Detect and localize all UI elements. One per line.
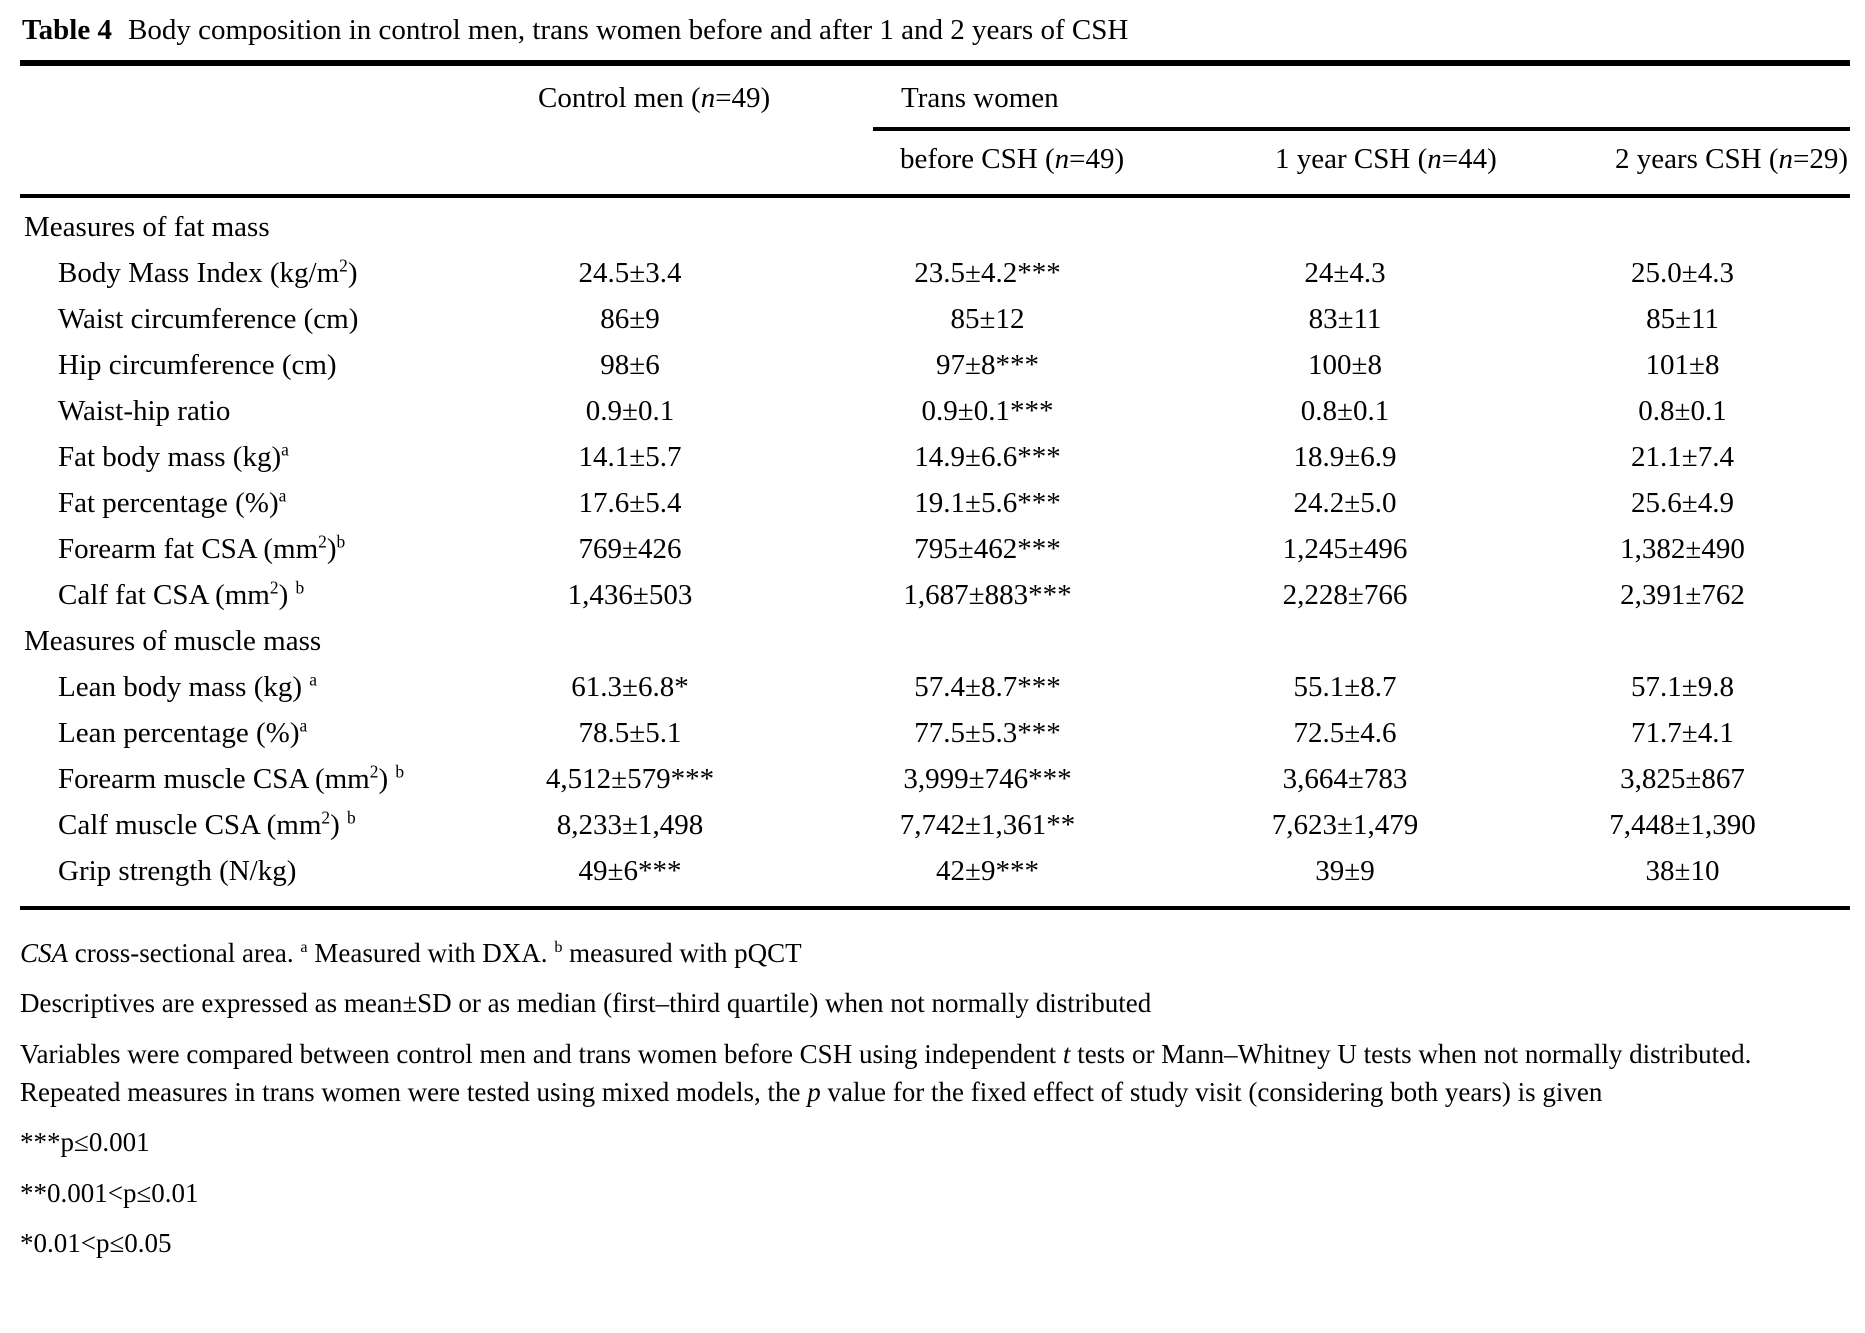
value-cell: 25.0±4.3 (1631, 257, 1734, 289)
data-row (20, 297, 1850, 343)
value-cell: 7,448±1,390 (1609, 809, 1756, 841)
row-label (20, 803, 460, 849)
value-cell: 39±9 (1315, 855, 1375, 887)
text-segment: value for the fixed effect of study visit (considering both years) is given (820, 1076, 1603, 1107)
value-cell: 795±462*** (914, 533, 1061, 565)
data-row (20, 481, 1850, 527)
superscript-marker: a (309, 669, 318, 690)
text-segment: ) (378, 763, 396, 795)
superscript-marker: a (299, 715, 308, 736)
italic-text: p (807, 1076, 821, 1107)
data-row (20, 711, 1850, 757)
table-title-text: Body composition in control men, trans women before and after 1 and 2 years of CSH (128, 14, 1129, 46)
value-cell: 1,687±883*** (903, 579, 1072, 611)
value-cell: 2,228±766 (1282, 579, 1408, 611)
value-cell: 19.1±5.6*** (914, 487, 1061, 519)
text-segment: Measures of muscle mass (24, 625, 322, 657)
text-segment: Control men ( (538, 82, 701, 114)
value-cell: 55.1±8.7 (1293, 671, 1397, 703)
superscript-marker: 2 (318, 531, 327, 552)
row-label (20, 849, 460, 908)
value-cell: 101±8 (1645, 349, 1720, 381)
value-cell: 25.6±4.9 (1631, 487, 1734, 519)
row-label (20, 389, 460, 435)
data-row (20, 527, 1850, 573)
text-segment: Forearm fat CSA (mm (58, 533, 319, 565)
italic-text: CSA (20, 938, 69, 968)
text-segment: ) (278, 579, 296, 611)
value-cell: 1,245±496 (1282, 533, 1408, 565)
value-cell: 2,391±762 (1620, 579, 1745, 611)
header-row-subcolumns (20, 131, 1850, 196)
value-cell: 17.6±5.4 (578, 487, 682, 519)
text-segment: **0.001<p≤0.01 (20, 1177, 199, 1208)
text-segment: Calf muscle CSA (mm (58, 809, 322, 841)
value-cell: 7,623±1,479 (1271, 809, 1419, 841)
row-label (20, 711, 460, 757)
text-segment: Measures of fat mass (24, 211, 270, 243)
value-cell: 49±6*** (578, 855, 682, 887)
value-cell: 24.5±3.4 (578, 257, 682, 289)
value-cell: 3,664±783 (1282, 763, 1408, 795)
value-cell: 78.5±5.1 (578, 717, 682, 749)
section-label (20, 619, 1850, 665)
value-cell: 0.8±0.1 (1300, 395, 1390, 427)
row-label (20, 435, 460, 481)
value-cell: 7,742±1,361** (899, 809, 1076, 841)
value-cell: 83±11 (1308, 303, 1382, 335)
header-row-groups (20, 63, 1850, 131)
value-cell: 1,436±503 (567, 579, 693, 611)
footnote (20, 1123, 1850, 1161)
text-segment: =49) (715, 82, 771, 114)
text-segment: =49) (1069, 143, 1125, 175)
value-cell: 98±6 (600, 349, 660, 381)
value-cell: 42±9*** (936, 855, 1039, 887)
text-segment: ) (347, 257, 358, 289)
value-cell: 14.1±5.7 (578, 441, 682, 473)
data-row (20, 573, 1850, 619)
text-segment: ) (330, 809, 348, 841)
text-segment: Forearm muscle CSA (mm (58, 763, 370, 795)
value-cell: 57.4±8.7*** (914, 671, 1061, 703)
data-row (20, 757, 1850, 803)
text-segment: before CSH ( (900, 143, 1055, 175)
row-label (20, 481, 460, 527)
section-row (20, 619, 1850, 665)
table-caption (22, 14, 1850, 47)
value-cell: 24.2±5.0 (1293, 487, 1397, 519)
section-row (20, 196, 1850, 251)
text-segment: 1 year CSH ( (1275, 143, 1428, 175)
row-label (20, 757, 460, 803)
data-row (20, 435, 1850, 481)
text-segment: Lean percentage (%) (58, 717, 300, 749)
data-row (20, 389, 1850, 435)
superscript-marker: b (295, 577, 305, 598)
table-number: Table 4 (22, 14, 112, 46)
empty-header-cell (20, 63, 460, 131)
value-cell: 0.8±0.1 (1638, 395, 1727, 427)
value-cell: 4,512±579*** (545, 763, 715, 795)
superscript-marker: 2 (369, 761, 379, 782)
footnote (20, 984, 1850, 1022)
superscript-marker: 2 (339, 255, 348, 276)
text-segment: =29) (1793, 143, 1849, 175)
value-cell: 61.3±6.8* (571, 671, 689, 703)
text-segment: Fat percentage (%) (58, 487, 279, 519)
table-body (20, 196, 1850, 908)
row-label (20, 527, 460, 573)
text-segment: Descriptives are expressed as mean±SD or as median (first–third quartile) when not normally distributed (20, 988, 1152, 1019)
text-segment: =44) (1441, 143, 1497, 175)
empty-header-cell (20, 131, 460, 196)
section-label (20, 196, 1850, 251)
value-cell: 1,382±490 (1620, 533, 1745, 565)
value-cell: 14.9±6.6*** (914, 441, 1061, 473)
text-segment: Body Mass Index (kg/m (58, 257, 340, 289)
column-group-trans-women (800, 63, 1850, 131)
value-cell: 38±10 (1645, 855, 1720, 887)
value-cell: 23.5±4.2*** (914, 257, 1061, 289)
text-segment: Waist circumference (cm) (58, 303, 359, 335)
data-row (20, 343, 1850, 389)
superscript-marker: a (281, 439, 289, 460)
text-segment: tests or Mann–Whitney U tests when not normally distributed. Repeated measures in trans women were tested using mixed models, the (20, 1038, 1752, 1107)
row-label (20, 343, 460, 389)
table-footnotes (20, 934, 1850, 1262)
value-cell: 3,999±746*** (903, 763, 1072, 795)
italic-text: n (1054, 143, 1070, 175)
text-segment: Grip strength (N/kg) (58, 855, 297, 887)
text-segment: *0.01<p≤0.05 (20, 1227, 172, 1258)
data-row (20, 849, 1850, 908)
column-header-1-year-csh (1175, 131, 1515, 196)
value-cell: 8,233±1,498 (556, 809, 704, 841)
value-cell: 85±12 (950, 303, 1025, 335)
value-cell: 77.5±5.3*** (914, 717, 1061, 749)
superscript-marker: 2 (321, 807, 331, 828)
empty-header-cell (460, 131, 800, 196)
column-header-2-years-csh (1515, 131, 1850, 196)
row-label (20, 297, 460, 343)
data-row (20, 665, 1850, 711)
value-cell: 72.5±4.6 (1293, 717, 1397, 749)
text-segment: 2 years CSH ( (1615, 143, 1779, 175)
text-segment: Waist-hip ratio (58, 395, 231, 427)
column-header-before-csh (800, 131, 1175, 196)
trans-women-label: Trans women (901, 82, 1059, 114)
superscript-marker: b (554, 938, 563, 956)
superscript-marker: b (336, 531, 346, 552)
value-cell: 0.9±0.1 (585, 395, 675, 427)
text-segment: measured with pQCT (562, 938, 802, 968)
text-segment: Hip circumference (cm) (58, 349, 337, 381)
text-segment: ***p≤0.001 (20, 1127, 150, 1158)
row-label (20, 573, 460, 619)
superscript-marker: b (347, 807, 356, 828)
italic-text: n (1427, 143, 1442, 175)
value-cell: 100±8 (1308, 349, 1382, 381)
value-cell: 71.7±4.1 (1631, 717, 1734, 749)
value-cell: 18.9±6.9 (1293, 441, 1397, 473)
superscript-marker: a (278, 485, 287, 506)
text-segment: cross-sectional area. (68, 938, 301, 968)
text-segment: Calf fat CSA (mm (58, 579, 270, 611)
footnote (20, 1224, 1850, 1262)
footnote (20, 1174, 1850, 1212)
superscript-marker: 2 (269, 577, 279, 598)
text-segment: Lean body mass (kg) (58, 671, 310, 703)
value-cell: 21.1±7.4 (1631, 441, 1734, 473)
value-cell: 24±4.3 (1304, 257, 1386, 289)
column-header-control-men (460, 63, 800, 131)
value-cell: 86±9 (600, 303, 660, 335)
superscript-marker: b (395, 761, 405, 782)
footnote (20, 1035, 1850, 1112)
value-cell: 57.1±9.8 (1631, 671, 1734, 703)
value-cell: 97±8*** (936, 349, 1039, 381)
italic-text: t (1062, 1038, 1071, 1069)
value-cell: 3,825±867 (1620, 763, 1745, 795)
data-row (20, 803, 1850, 849)
footnote (20, 934, 1850, 972)
value-cell: 85±11 (1646, 303, 1719, 335)
italic-text: n (1778, 143, 1794, 175)
row-label (20, 251, 460, 297)
italic-text: n (700, 82, 716, 114)
table-header (20, 63, 1850, 196)
value-cell: 769±426 (578, 533, 682, 565)
trans-women-group-rule (873, 82, 1850, 131)
text-segment: Variables were compared between control men and trans women before CSH using independent (20, 1038, 1063, 1069)
row-label (20, 665, 460, 711)
text-segment: ) (326, 533, 337, 565)
text-segment: Fat body mass (kg) (58, 441, 282, 473)
value-cell: 0.9±0.1*** (921, 395, 1054, 427)
text-segment: Measured with DXA. (307, 938, 555, 968)
table-4-body-composition (20, 60, 1850, 910)
superscript-marker: a (300, 938, 308, 956)
data-row (20, 251, 1850, 297)
